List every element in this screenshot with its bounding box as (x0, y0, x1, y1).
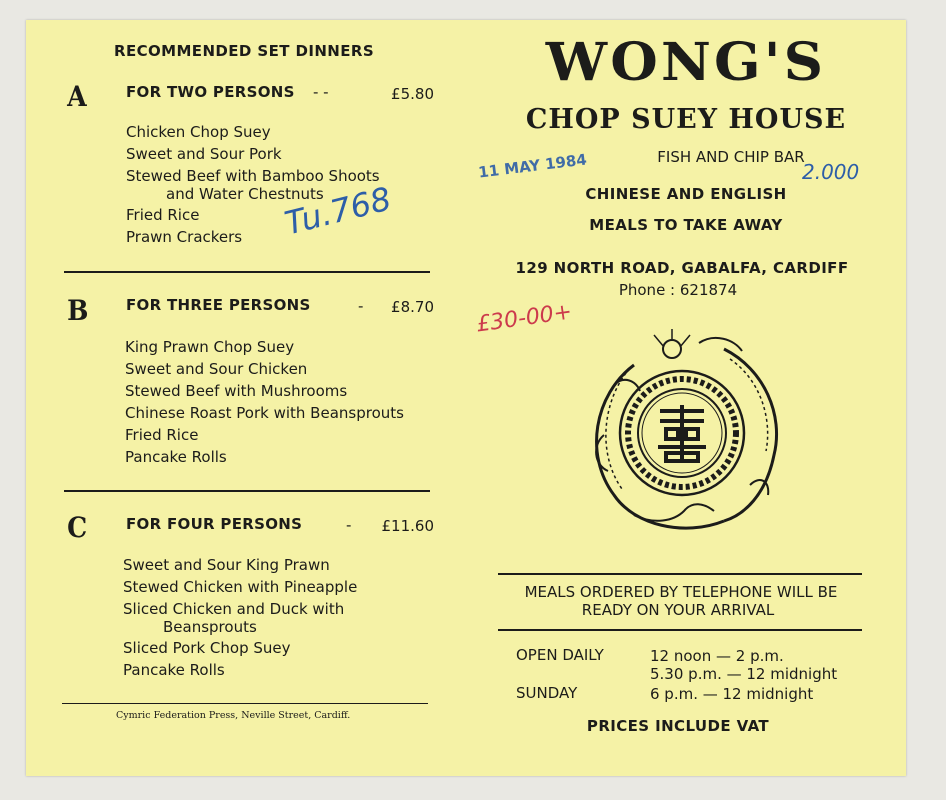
set-b-dish: Stewed Beef with Mushrooms (125, 382, 348, 400)
set-b-dish: King Prawn Chop Suey (125, 338, 295, 356)
set-c-dish: Beansprouts (163, 618, 257, 636)
handwritten-price: £30-00+ (474, 299, 574, 338)
dragon-phoenix-emblem (574, 325, 790, 541)
open-daily-hours-2: 5.30 p.m. — 12 midnight (650, 665, 838, 683)
set-a-title: FOR TWO PERSONS (126, 83, 295, 101)
set-c-dish: Stewed Chicken with Pineapple (123, 578, 358, 596)
restaurant-subtitle: CHOP SUEY HOUSE (525, 104, 847, 135)
menu-sheet (26, 20, 906, 776)
set-a-dish: Stewed Beef with Bamboo Shoots (126, 167, 380, 185)
telephone-note-2: READY ON YOUR ARRIVAL (581, 601, 775, 619)
set-dinners-heading: RECOMMENDED SET DINNERS (114, 42, 375, 60)
set-b-dish: Sweet and Sour Chicken (125, 360, 308, 378)
fish-chip-bar: FISH AND CHIP BAR (657, 148, 805, 166)
footer-rule (62, 703, 428, 704)
tagline-2: MEALS TO TAKE AWAY (589, 216, 783, 234)
set-a-dish: Sweet and Sour Pork (126, 145, 282, 163)
set-b-dish: Fried Rice (125, 426, 199, 444)
date-stamp: 11 MAY 1984 (477, 150, 588, 182)
set-a-dish: Prawn Crackers (126, 228, 243, 246)
set-b-dish: Pancake Rolls (125, 448, 227, 466)
section-divider (64, 490, 430, 492)
sunday-label: SUNDAY (516, 684, 578, 702)
open-daily-label: OPEN DAILY (516, 646, 604, 664)
set-letter-c: C (67, 511, 88, 544)
set-a-price: £5.80 (391, 85, 434, 103)
set-c-dash: - (346, 516, 352, 534)
telephone-note-1: MEALS ORDERED BY TELEPHONE WILL BE (524, 583, 838, 601)
handwritten-quantity: 2.000 (802, 160, 860, 184)
set-c-dish: Sliced Pork Chop Suey (123, 639, 291, 657)
set-letter-a: A (67, 80, 87, 113)
notice-rule-bottom (498, 629, 862, 631)
handwritten-reference: Tu.768 (281, 179, 395, 243)
phone: Phone : 621874 (618, 281, 738, 299)
vat-notice: PRICES INCLUDE VAT (586, 717, 770, 735)
set-a-dish: Fried Rice (126, 206, 200, 224)
set-a-dash: - - (313, 83, 329, 101)
notice-rule-top (498, 573, 862, 575)
set-c-dish: Sliced Chicken and Duck with (123, 600, 345, 618)
sunday-hours: 6 p.m. — 12 midnight (650, 685, 814, 703)
address: 129 NORTH ROAD, GABALFA, CARDIFF (515, 259, 849, 277)
section-divider (64, 271, 430, 273)
set-c-dish: Pancake Rolls (123, 661, 225, 679)
restaurant-name: WONG'S (545, 32, 827, 93)
open-daily-hours-1: 12 noon — 2 p.m. (650, 647, 784, 665)
set-letter-b: B (67, 294, 89, 327)
set-c-dish: Sweet and Sour King Prawn (123, 556, 330, 574)
set-b-title: FOR THREE PERSONS (126, 296, 311, 314)
tagline-1: CHINESE AND ENGLISH (585, 185, 787, 203)
set-b-dish: Chinese Roast Pork with Beansprouts (125, 404, 404, 422)
set-a-dish: Chicken Chop Suey (126, 123, 271, 141)
set-b-dash: - (358, 297, 364, 315)
printer-credit: Cymric Federation Press, Neville Street, Cardiff. (116, 710, 351, 721)
set-c-price: £11.60 (381, 517, 434, 535)
set-c-title: FOR FOUR PERSONS (126, 515, 303, 533)
set-b-price: £8.70 (391, 298, 434, 316)
set-a-dish: and Water Chestnuts (166, 185, 324, 203)
